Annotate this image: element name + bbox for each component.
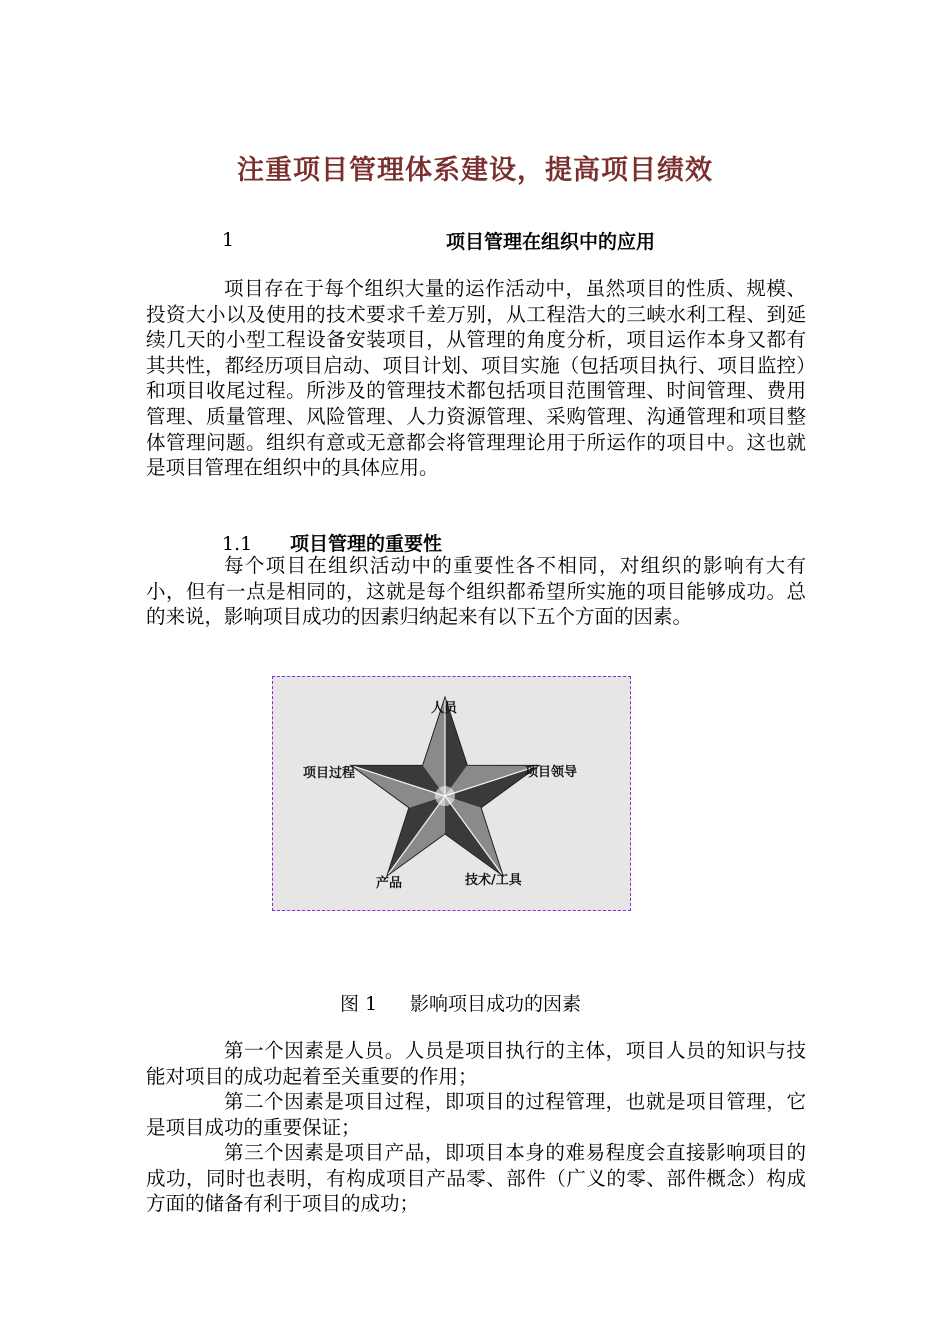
label-product: 产品 [376, 876, 403, 891]
factor-paragraph-2: 第二个因素是项目过程，即项目的过程管理，也就是项目管理，它是项目成功的重要保证； [146, 1090, 806, 1139]
figure-caption-text: 影响项目成功的因素 [410, 993, 582, 1015]
label-project-process: 项目过程 [303, 766, 356, 781]
subsection-number: 1.1 [222, 533, 253, 555]
star-center-glow [435, 786, 455, 806]
label-technology-tools: 技术/工具 [465, 873, 522, 888]
subsection-heading [222, 529, 442, 556]
factor-paragraph-3: 第三个因素是项目产品，即项目本身的难易程度会直接影响项目的成功，同时也表明，有构成项目产品零、部件（广义的零、部件概念）构成方面的储备有利于项目的成功； [146, 1141, 806, 1216]
figure-caption [340, 989, 581, 1016]
label-people: 人员 [431, 701, 458, 716]
star-figure [272, 676, 631, 911]
section-heading: 项目管理在组织中的应用 [446, 231, 656, 253]
section-paragraph: 项目存在于每个组织大量的运作活动中，虽然项目的性质、规模、投资大小以及使用的技术要求千差万别，从工程浩大的三峡水利工程、到延续几天的小型工程设备安装项目，从管理的角度分析，项目运作本身又都有其共性，都经历项目启动、项目计划、项目实施（包括项目执行、项目监控）和项目收尾过程。所涉及的管理技术都包括项目范围管理、时间管理、费用管理、质量管理、风险管理、人力资源管理、采购管理、沟通管理和项目整体管理问题。组织有意或无意都会将管理理论用于所运作的项目中。这也就是项目管理在组织中的具体应用。 [146, 277, 806, 480]
subsection-title: 项目管理的重要性 [290, 533, 443, 555]
section-number: 1 [222, 229, 235, 251]
page-title: 注重项目管理体系建设，提高项目绩效 [237, 155, 713, 186]
subsection-paragraph: 每个项目在组织活动中的重要性各不相同，对组织的影响有大有小，但有一点是相同的，这就是每个组织都希望所实施的项目能够成功。总的来说，影响项目成功的因素归纳起来有以下五个方面的因素。 [146, 554, 806, 629]
factor-paragraph-1: 第一个因素是人员。人员是项目执行的主体，项目人员的知识与技能对项目的成功起着至关重要的作用； [146, 1039, 806, 1088]
label-project-leadership: 项目领导 [525, 765, 578, 780]
figure-number: 图 1 [340, 993, 378, 1015]
